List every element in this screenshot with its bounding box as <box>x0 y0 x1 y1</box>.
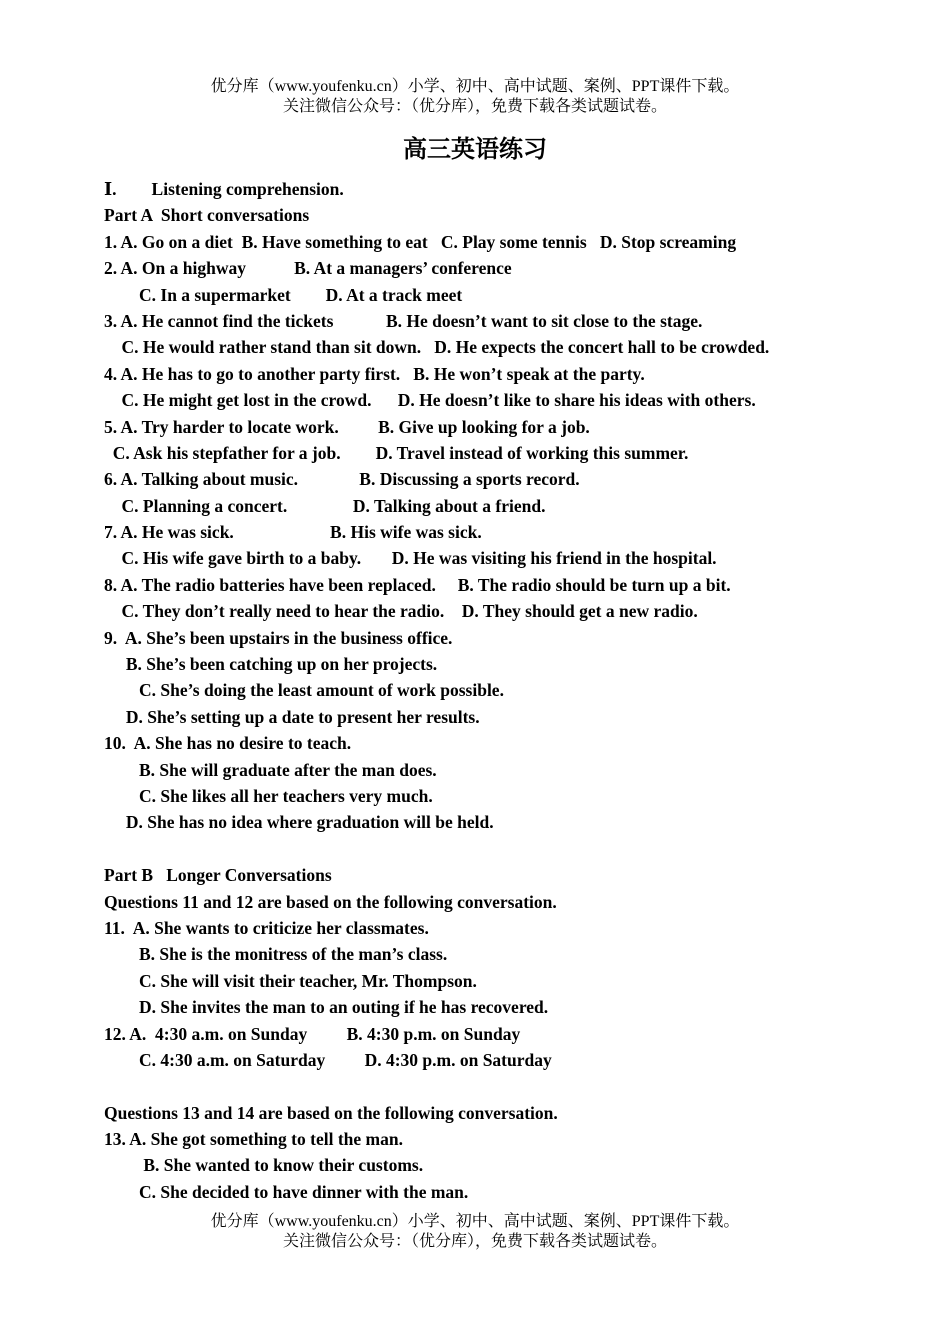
text-line: D. She invites the man to an outing if he has recovered. <box>104 997 549 1018</box>
blank-line <box>104 1073 904 1099</box>
text-line: 6. A. Talking about music. B. Discussing a sports record. <box>104 469 580 490</box>
text-line: C. She’s doing the least amount of work possible. <box>104 680 504 701</box>
text-line: C. His wife gave birth to a baby. D. He was visiting his friend in the hospital. <box>104 548 717 569</box>
text-line: C. Planning a concert. D. Talking about a friend. <box>104 495 546 516</box>
exam-content <box>104 176 904 1205</box>
text-line: 5. A. Try harder to locate work. B. Give up looking for a job. <box>104 416 590 437</box>
text-line: 1. A. Go on a diet B. Have something to eat C. Play some tennis D. Stop screaming <box>104 231 737 252</box>
footer-line-1: 优分库（www.youfenku.cn）小学、初中、高中试题、案例、PPT课件下载。 <box>210 1213 740 1230</box>
footer-line-2: 关注微信公众号：（优分库），免费下载各类试题试卷。 <box>282 1233 667 1250</box>
page-header <box>0 77 950 117</box>
header-line-2: 关注微信公众号：（优分库），免费下载各类试题试卷。 <box>282 98 667 115</box>
text-line: 9. A. She’s been upstairs in the business office. <box>104 627 453 648</box>
text-line: Part B Longer Conversations <box>104 865 332 886</box>
text-line: Questions 13 and 14 are based on the following conversation. <box>104 1102 558 1123</box>
text-line: 7. A. He was sick. B. His wife was sick. <box>104 522 482 543</box>
text-line: C. They don’t really need to hear the radio. D. They should get a new radio. <box>104 601 698 622</box>
document-title: 高三英语练习 <box>403 137 547 163</box>
text-line: C. He would rather stand than sit down. D. He expects the concert hall to be crowded. <box>104 337 770 358</box>
text-line: C. He might get lost in the crowd. D. He doesn’t like to share his ideas with others. <box>104 390 756 411</box>
text-line: B. She’s been catching up on her projects. <box>104 654 438 675</box>
text-line: C. In a supermarket D. At a track meet <box>104 284 463 305</box>
text-line: C. She will visit their teacher, Mr. Thompson. <box>104 970 477 991</box>
text-line: 11. A. She wants to criticize her classmates. <box>104 917 429 938</box>
text-line: C. She likes all her teachers very much. <box>104 785 433 806</box>
text-line: C. 4:30 a.m. on Saturday D. 4:30 p.m. on Saturday <box>104 1049 552 1070</box>
text-line: Ⅰ. Listening comprehension. <box>104 179 344 199</box>
text-line: 3. A. He cannot find the tickets B. He doesn’t want to sit close to the stage. <box>104 310 703 331</box>
header-line-1: 优分库（www.youfenku.cn）小学、初中、高中试题、案例、PPT课件下载。 <box>210 78 740 95</box>
blank-line <box>104 836 904 862</box>
text-line: D. She has no idea where graduation will be held. <box>104 812 494 833</box>
text-line: 12. A. 4:30 a.m. on Sunday B. 4:30 p.m. on Sunday <box>104 1023 521 1044</box>
text-line: 8. A. The radio batteries have been replaced. B. The radio should be turn up a bit. <box>104 574 731 595</box>
text-line: D. She’s setting up a date to present her results. <box>104 706 480 727</box>
page-footer <box>0 1212 950 1252</box>
text-line: 10. A. She has no desire to teach. <box>104 733 352 754</box>
text-line: 4. A. He has to go to another party first. B. He won’t speak at the party. <box>104 363 645 384</box>
text-line: B. She will graduate after the man does. <box>104 759 437 780</box>
text-line: 13. A. She got something to tell the man. <box>104 1129 403 1150</box>
text-line: C. Ask his stepfather for a job. D. Travel instead of working this summer. <box>104 442 689 463</box>
text-line: Part A Short conversations <box>104 205 310 226</box>
text-line: 2. A. On a highway B. At a managers’ conference <box>104 258 512 279</box>
text-line: B. She wanted to know their customs. <box>104 1155 424 1176</box>
text-line: C. She decided to have dinner with the man. <box>104 1181 469 1202</box>
text-line: B. She is the monitress of the man’s class. <box>104 944 448 965</box>
text-line: Questions 11 and 12 are based on the following conversation. <box>104 891 557 912</box>
